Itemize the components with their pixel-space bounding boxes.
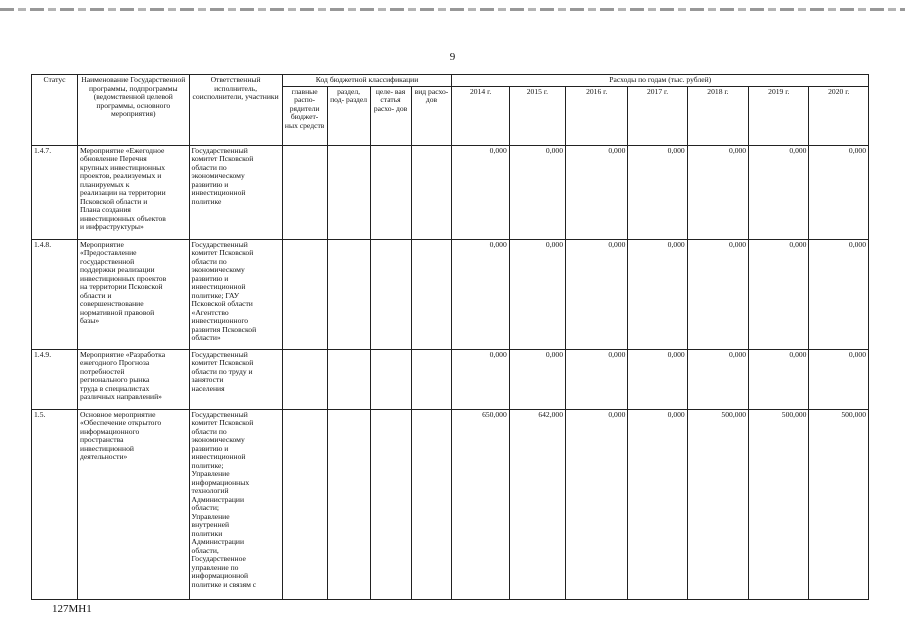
header-year: 2014 г. — [452, 86, 509, 145]
row-budget-code — [327, 239, 370, 349]
row-budget-code — [411, 239, 452, 349]
row-budget-code — [370, 409, 411, 599]
row-value: 0,000 — [566, 145, 628, 239]
row-value: 0,000 — [687, 145, 748, 239]
row-value: 0,000 — [452, 239, 509, 349]
row-budget-code — [327, 409, 370, 599]
row-budget-code — [411, 349, 452, 409]
header-budget-code-group: Код бюджетной классификации — [282, 75, 452, 87]
row-value: 0,000 — [749, 349, 809, 409]
row-value: 0,000 — [628, 409, 687, 599]
row-value: 0,000 — [566, 349, 628, 409]
header-year: 2018 г. — [687, 86, 748, 145]
header-name: Наименование Государственной программы, подпрограммы (ведомственной целевой программы, основного мероприятия) — [78, 75, 190, 146]
row-value: 0,000 — [566, 409, 628, 599]
row-responsible: Государственный комитет Псковской области по труду и занятости населения — [189, 349, 282, 409]
row-value: 0,000 — [809, 239, 869, 349]
header-year: 2020 г. — [809, 86, 869, 145]
row-value: 500,000 — [687, 409, 748, 599]
footer-code: 127МН1 — [52, 603, 92, 615]
row-name: Мероприятие «Предоставление государственной поддержки реализации инвестиционных проектов на территории Псковской области и совершенствование нормативной правовой базы» — [78, 239, 190, 349]
header-budget-code-type: вид расхо- дов — [411, 86, 452, 145]
header-year: 2017 г. — [628, 86, 687, 145]
row-value: 0,000 — [509, 349, 565, 409]
row-budget-code — [282, 145, 327, 239]
header-expenses-group: Расходы по годам (тыс. рублей) — [452, 75, 869, 87]
header-status: Статус — [32, 75, 78, 146]
row-status: 1.5. — [32, 409, 78, 599]
row-value: 500,000 — [749, 409, 809, 599]
row-value: 0,000 — [452, 349, 509, 409]
header-budget-code-grbs: главные распо- рядители бюджет- ных средств — [282, 86, 327, 145]
row-budget-code — [282, 409, 327, 599]
table-row — [32, 409, 869, 599]
row-responsible: Государственный комитет Псковской области по экономическому развитию и инвестиционной политике; Управление информационных технологий Администрации области; Управление внутренней политики Администрации области, Государственное управление по информационной политике и связям с — [189, 409, 282, 599]
row-budget-code — [411, 145, 452, 239]
row-budget-code — [370, 239, 411, 349]
row-value: 500,000 — [809, 409, 869, 599]
table-row — [32, 145, 869, 239]
row-value: 0,000 — [809, 349, 869, 409]
row-responsible: Государственный комитет Псковской области по экономическому развитию и инвестиционной политике — [189, 145, 282, 239]
row-budget-code — [327, 349, 370, 409]
row-value: 0,000 — [628, 239, 687, 349]
row-value: 0,000 — [687, 239, 748, 349]
row-value: 0,000 — [566, 239, 628, 349]
row-value: 0,000 — [452, 145, 509, 239]
header-year: 2016 г. — [566, 86, 628, 145]
row-budget-code — [327, 145, 370, 239]
row-budget-code — [370, 145, 411, 239]
row-status: 1.4.9. — [32, 349, 78, 409]
row-name: Основное мероприятие «Обеспечение открытого информационного пространства инвестиционной деятельности» — [78, 409, 190, 599]
row-status: 1.4.7. — [32, 145, 78, 239]
row-value: 650,000 — [452, 409, 509, 599]
row-responsible: Государственный комитет Псковской области по экономическому развитию и инвестиционной политике; ГАУ Псковской области «Агентство инвестиционного развития Псковской области» — [189, 239, 282, 349]
row-value: 0,000 — [749, 239, 809, 349]
table-row — [32, 349, 869, 409]
row-name: Мероприятие «Ежегодное обновление Перечня крупных инвестиционных проектов, реализуемых и планируемых к реализации на территории Псковской области и Плана создания инвестиционных объектов и инфраструктуры» — [78, 145, 190, 239]
row-budget-code — [282, 239, 327, 349]
row-value: 0,000 — [509, 145, 565, 239]
row-value: 0,000 — [687, 349, 748, 409]
header-budget-code-target: целе- вая статья расхо- дов — [370, 86, 411, 145]
table-row — [32, 239, 869, 349]
row-value: 0,000 — [628, 349, 687, 409]
header-responsible: Ответственный исполнитель, соисполнители, участники — [189, 75, 282, 146]
row-name: Мероприятие «Разработка ежегодного Прогноза потребностей регионального рынка труда в специалистах различных направлений» — [78, 349, 190, 409]
row-budget-code — [411, 409, 452, 599]
budget-table — [31, 74, 869, 600]
row-budget-code — [282, 349, 327, 409]
header-budget-code-section: раздел, под- раздел — [327, 86, 370, 145]
header-year: 2019 г. — [749, 86, 809, 145]
row-value: 0,000 — [509, 239, 565, 349]
row-value: 0,000 — [809, 145, 869, 239]
header-year: 2015 г. — [509, 86, 565, 145]
row-status: 1.4.8. — [32, 239, 78, 349]
row-value: 0,000 — [628, 145, 687, 239]
row-value: 642,000 — [509, 409, 565, 599]
scan-artifact-line — [0, 8, 905, 11]
row-budget-code — [370, 349, 411, 409]
page-number: 9 — [449, 51, 456, 63]
row-value: 0,000 — [749, 145, 809, 239]
